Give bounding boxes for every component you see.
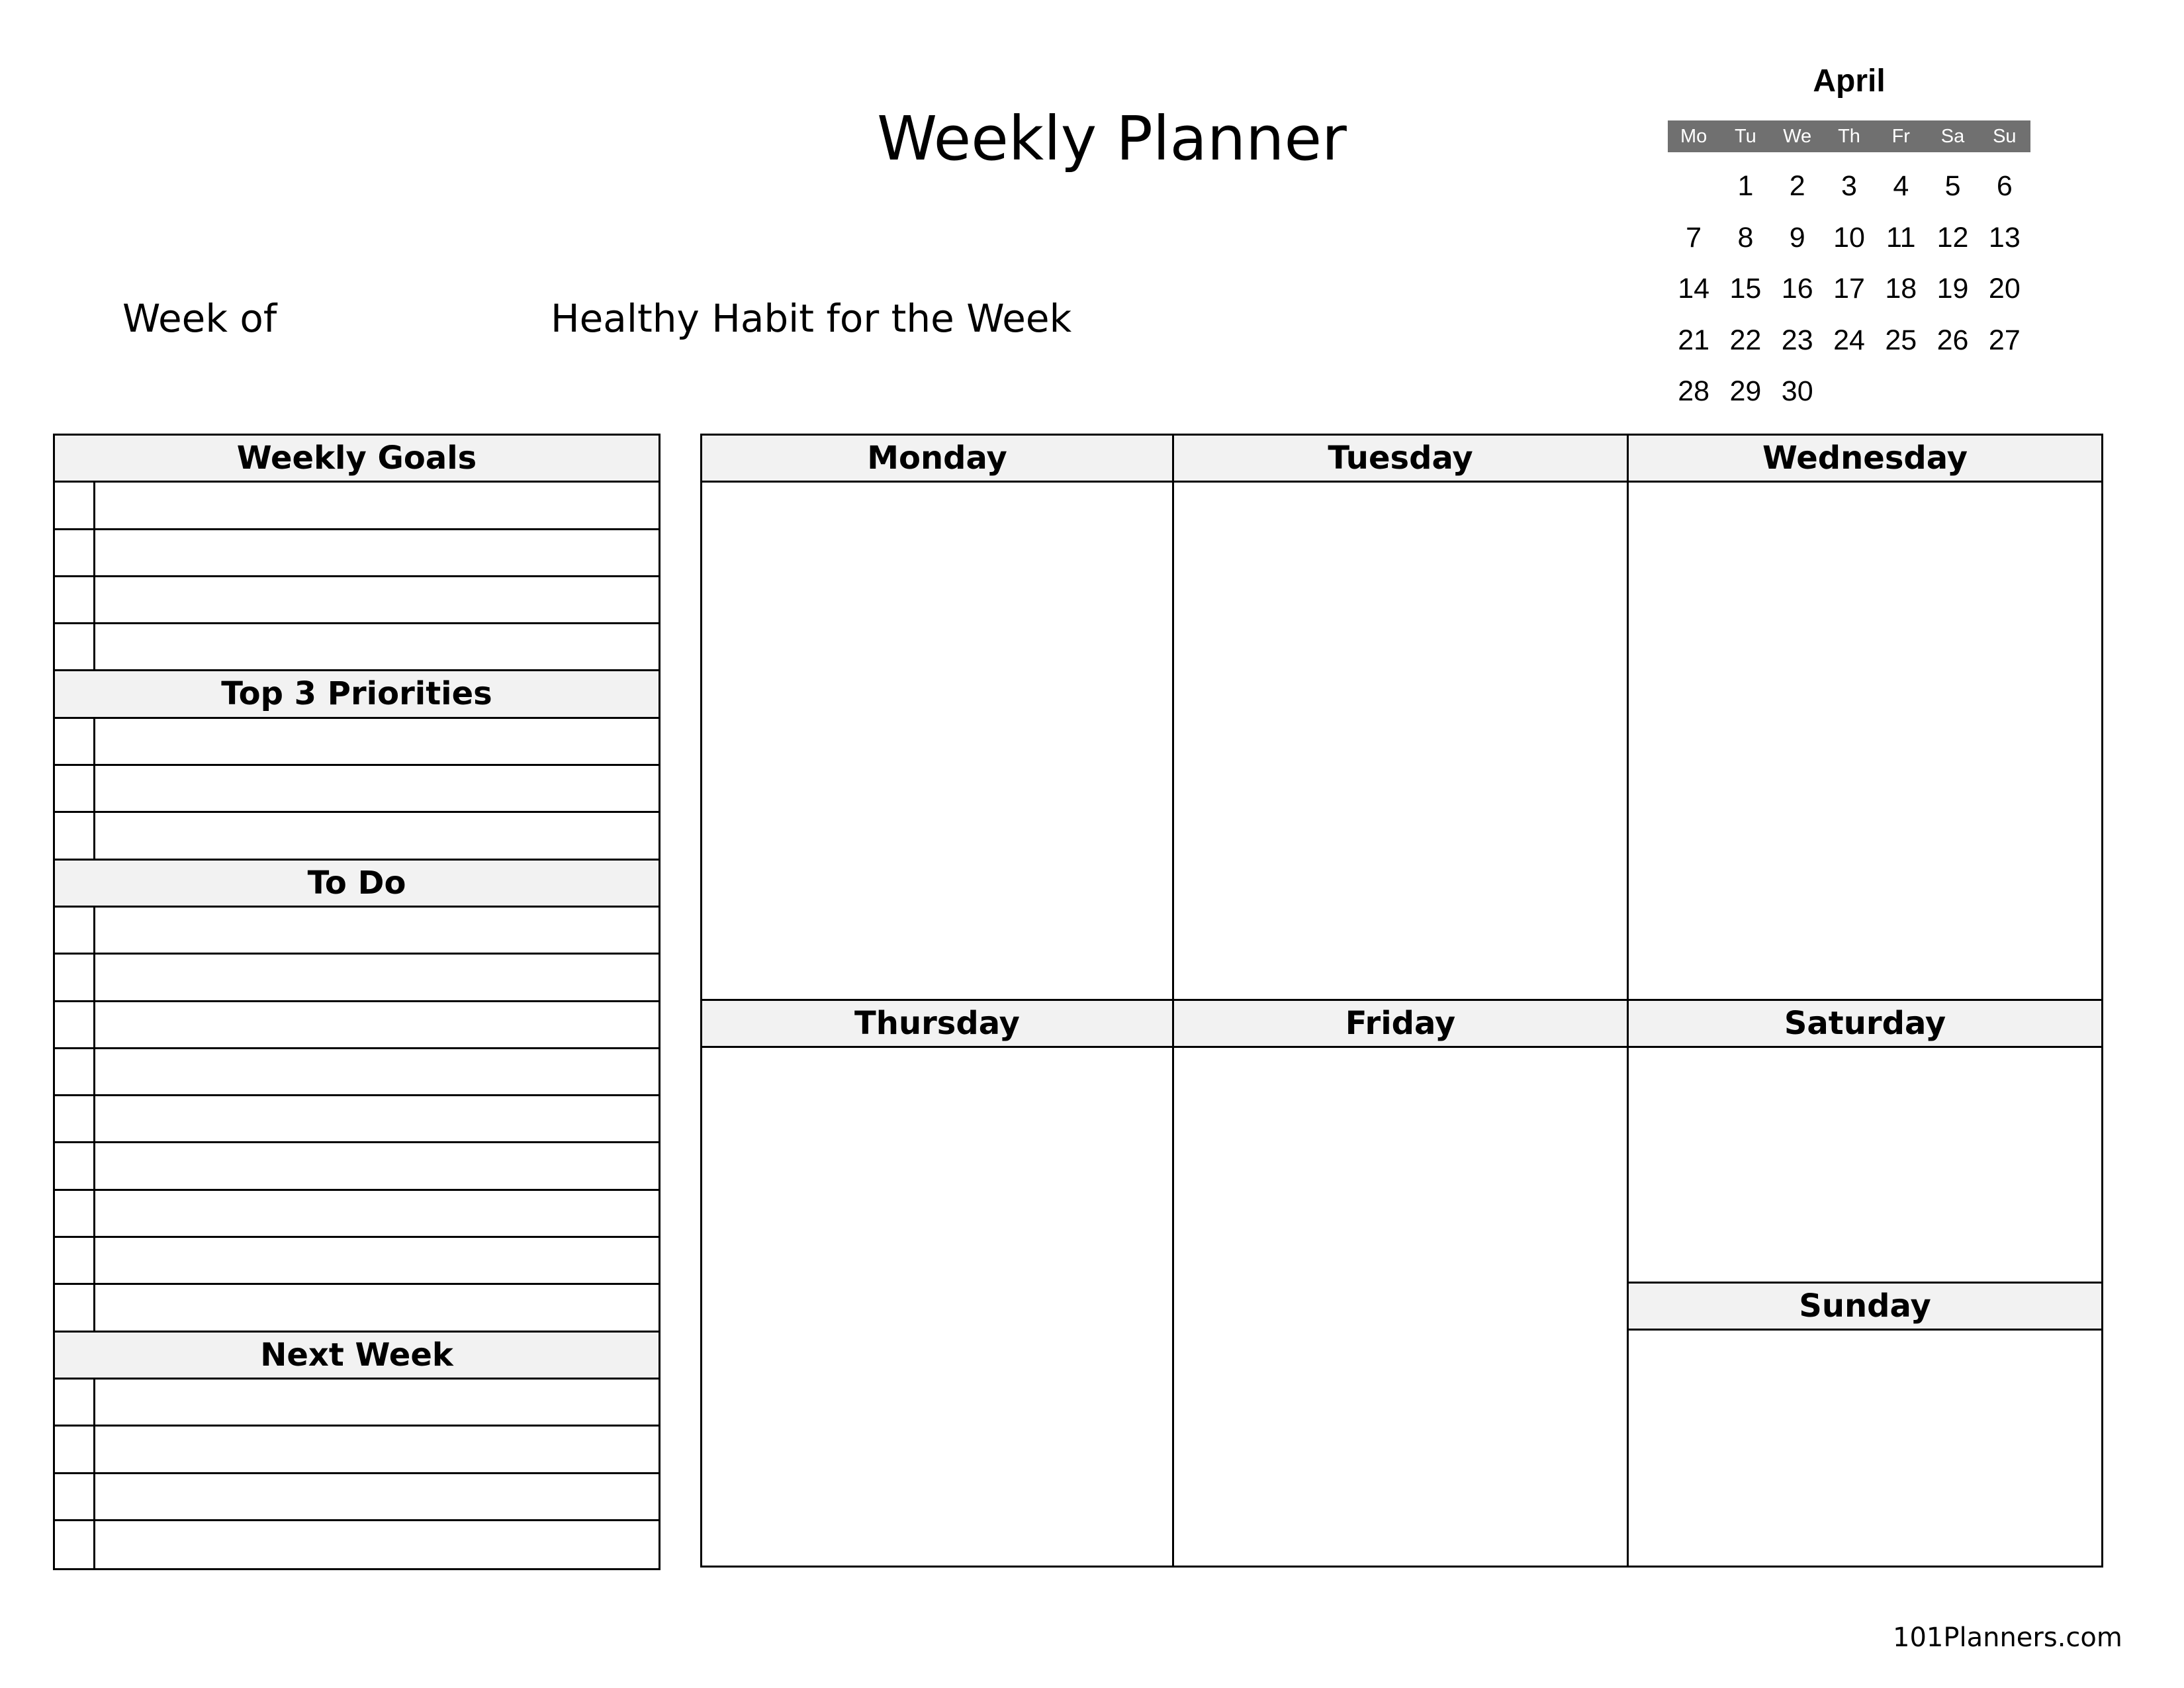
checkbox[interactable] bbox=[55, 483, 95, 528]
checkbox[interactable] bbox=[55, 624, 95, 669]
day-body-tuesday[interactable] bbox=[1174, 483, 1627, 999]
writing-line[interactable] bbox=[95, 1521, 659, 1568]
mini-calendar-day: 30 bbox=[1781, 375, 1813, 407]
mini-calendar-day: 21 bbox=[1678, 324, 1710, 356]
day-body-saturday[interactable] bbox=[1629, 1048, 2101, 1282]
to-do-row bbox=[55, 1285, 659, 1332]
to-do-row bbox=[55, 1096, 659, 1143]
mini-calendar-day: 1 bbox=[1737, 170, 1754, 202]
day-header-wednesday: Wednesday bbox=[1629, 436, 2101, 483]
checkbox[interactable] bbox=[55, 955, 95, 1000]
next-week-row bbox=[55, 1521, 659, 1568]
writing-line[interactable] bbox=[95, 1380, 659, 1425]
checkbox[interactable] bbox=[55, 1521, 95, 1568]
checkbox[interactable] bbox=[55, 1238, 95, 1283]
checkbox[interactable] bbox=[55, 1002, 95, 1047]
to-do-row bbox=[55, 1143, 659, 1190]
footer-site: 101Planners.com bbox=[1893, 1622, 2122, 1653]
mini-calendar-day: 2 bbox=[1789, 170, 1805, 202]
days-grid bbox=[700, 434, 2103, 1568]
mini-calendar-day: 27 bbox=[1988, 324, 2021, 356]
day-monday bbox=[702, 436, 1174, 1001]
mini-calendar-day: 17 bbox=[1833, 273, 1865, 305]
writing-line[interactable] bbox=[95, 1049, 659, 1094]
mini-calendar-day bbox=[1875, 366, 1927, 418]
to-do-row bbox=[55, 1002, 659, 1049]
checkbox[interactable] bbox=[55, 1096, 95, 1141]
mini-calendar-weekday: Su bbox=[1993, 126, 2017, 147]
day-header-saturday: Saturday bbox=[1629, 1001, 2101, 1048]
mini-calendar-day: 13 bbox=[1988, 221, 2021, 254]
mini-calendar-month: April bbox=[1813, 64, 1886, 99]
mini-calendar-day: 20 bbox=[1988, 273, 2021, 305]
top-3-priorities-row bbox=[55, 766, 659, 813]
next-week-row bbox=[55, 1427, 659, 1474]
writing-line[interactable] bbox=[95, 955, 659, 1000]
day-tuesday bbox=[1174, 436, 1629, 1001]
mini-calendar-day: 7 bbox=[1686, 221, 1702, 254]
checkbox[interactable] bbox=[55, 1427, 95, 1472]
mini-calendar-day: 25 bbox=[1885, 324, 1917, 356]
writing-line[interactable] bbox=[95, 766, 659, 811]
mini-calendar-weekday: Mo bbox=[1680, 126, 1707, 147]
week-of-label: Week of bbox=[122, 296, 277, 341]
writing-line[interactable] bbox=[95, 1285, 659, 1330]
checkbox[interactable] bbox=[55, 1143, 95, 1188]
mini-calendar-day: 22 bbox=[1729, 324, 1762, 356]
checkbox[interactable] bbox=[55, 577, 95, 622]
to-do-row bbox=[55, 908, 659, 955]
checkbox[interactable] bbox=[55, 908, 95, 953]
writing-line[interactable] bbox=[95, 530, 659, 575]
checkbox[interactable] bbox=[55, 1191, 95, 1236]
day-body-friday[interactable] bbox=[1174, 1048, 1627, 1566]
checkbox[interactable] bbox=[55, 1049, 95, 1094]
to-do-row bbox=[55, 1049, 659, 1096]
day-friday bbox=[1174, 1001, 1629, 1566]
mini-calendar-day bbox=[1668, 161, 1719, 212]
to-do-row bbox=[55, 1191, 659, 1238]
mini-calendar-day: 26 bbox=[1936, 324, 1969, 356]
mini-calendar-day: 3 bbox=[1841, 170, 1857, 202]
day-header-sunday: Sunday bbox=[1629, 1284, 2101, 1331]
top-3-priorities-row bbox=[55, 719, 659, 766]
mini-calendar-day: 24 bbox=[1833, 324, 1865, 356]
section-header-to-do: To Do bbox=[55, 861, 659, 908]
checkbox[interactable] bbox=[55, 766, 95, 811]
mini-calendar-day: 9 bbox=[1789, 221, 1805, 254]
mini-calendar-weekday: Th bbox=[1838, 126, 1860, 147]
mini-calendar-weekday: Fr bbox=[1891, 126, 1910, 147]
mini-calendar-day: 11 bbox=[1886, 221, 1916, 254]
mini-calendar-day bbox=[1979, 366, 2030, 418]
writing-line[interactable] bbox=[95, 577, 659, 622]
mini-calendar-weekday-header bbox=[1668, 120, 2030, 152]
day-header-thursday: Thursday bbox=[702, 1001, 1172, 1048]
mini-calendar-day: 5 bbox=[1944, 170, 1961, 202]
mini-calendar-day: 8 bbox=[1737, 221, 1754, 254]
day-header-monday: Monday bbox=[702, 436, 1172, 483]
healthy-habit-label: Healthy Habit for the Week bbox=[551, 296, 1072, 341]
day-saturday bbox=[1629, 1001, 2101, 1284]
left-panel bbox=[53, 434, 660, 1570]
checkbox[interactable] bbox=[55, 1474, 95, 1519]
mini-calendar-day: 12 bbox=[1936, 221, 1969, 254]
writing-line[interactable] bbox=[95, 1238, 659, 1283]
mini-calendar-day: 29 bbox=[1729, 375, 1762, 407]
mini-calendar-day: 15 bbox=[1729, 273, 1762, 305]
day-sunday bbox=[1629, 1284, 2101, 1566]
mini-calendar-day bbox=[1823, 366, 1875, 418]
mini-calendar-day: 4 bbox=[1893, 170, 1909, 202]
day-body-wednesday[interactable] bbox=[1629, 483, 2101, 999]
writing-line[interactable] bbox=[95, 483, 659, 528]
mini-calendar-day: 18 bbox=[1885, 273, 1917, 305]
checkbox[interactable] bbox=[55, 530, 95, 575]
mini-calendar-day: 23 bbox=[1781, 324, 1813, 356]
next-week-row bbox=[55, 1380, 659, 1427]
day-thursday bbox=[702, 1001, 1174, 1566]
day-body-monday[interactable] bbox=[702, 483, 1172, 999]
section-header-top-3-priorities: Top 3 Priorities bbox=[55, 671, 659, 718]
writing-line[interactable] bbox=[95, 1002, 659, 1047]
top-3-priorities-row bbox=[55, 813, 659, 860]
weekly-goals-row bbox=[55, 624, 659, 671]
writing-line[interactable] bbox=[95, 1096, 659, 1141]
weekly-goals-row bbox=[55, 577, 659, 624]
mini-calendar-day: 14 bbox=[1678, 273, 1710, 305]
mini-calendar-day: 6 bbox=[1996, 170, 2013, 202]
mini-calendar-weekday: Tu bbox=[1735, 126, 1756, 147]
day-wednesday bbox=[1629, 436, 2101, 1001]
day-header-friday: Friday bbox=[1174, 1001, 1627, 1048]
day-header-tuesday: Tuesday bbox=[1174, 436, 1627, 483]
section-header-weekly-goals: Weekly Goals bbox=[55, 436, 659, 483]
day-body-sunday[interactable] bbox=[1629, 1331, 2101, 1566]
writing-line[interactable] bbox=[95, 624, 659, 669]
mini-calendar-days bbox=[1668, 161, 2030, 418]
mini-calendar-day: 19 bbox=[1936, 273, 1969, 305]
mini-calendar-day: 16 bbox=[1781, 273, 1813, 305]
checkbox[interactable] bbox=[55, 1380, 95, 1425]
next-week-row bbox=[55, 1474, 659, 1521]
writing-line[interactable] bbox=[95, 1143, 659, 1188]
mini-calendar-day bbox=[1927, 366, 1978, 418]
writing-line[interactable] bbox=[95, 908, 659, 953]
writing-line[interactable] bbox=[95, 1474, 659, 1519]
day-body-thursday[interactable] bbox=[702, 1048, 1172, 1566]
writing-line[interactable] bbox=[95, 719, 659, 764]
writing-line[interactable] bbox=[95, 1191, 659, 1236]
mini-calendar-weekday: Sa bbox=[1940, 126, 1965, 147]
weekly-goals-row bbox=[55, 483, 659, 530]
weekly-goals-row bbox=[55, 530, 659, 577]
section-header-next-week: Next Week bbox=[55, 1333, 659, 1380]
checkbox[interactable] bbox=[55, 813, 95, 858]
to-do-row bbox=[55, 1238, 659, 1285]
to-do-row bbox=[55, 955, 659, 1002]
page-title: Weekly Planner bbox=[877, 103, 1347, 174]
writing-line[interactable] bbox=[95, 1427, 659, 1472]
mini-calendar-day: 10 bbox=[1833, 221, 1865, 254]
mini-calendar-day: 28 bbox=[1678, 375, 1710, 407]
writing-line[interactable] bbox=[95, 813, 659, 858]
mini-calendar-weekday: We bbox=[1783, 126, 1812, 147]
checkbox[interactable] bbox=[55, 719, 95, 764]
checkbox[interactable] bbox=[55, 1285, 95, 1330]
